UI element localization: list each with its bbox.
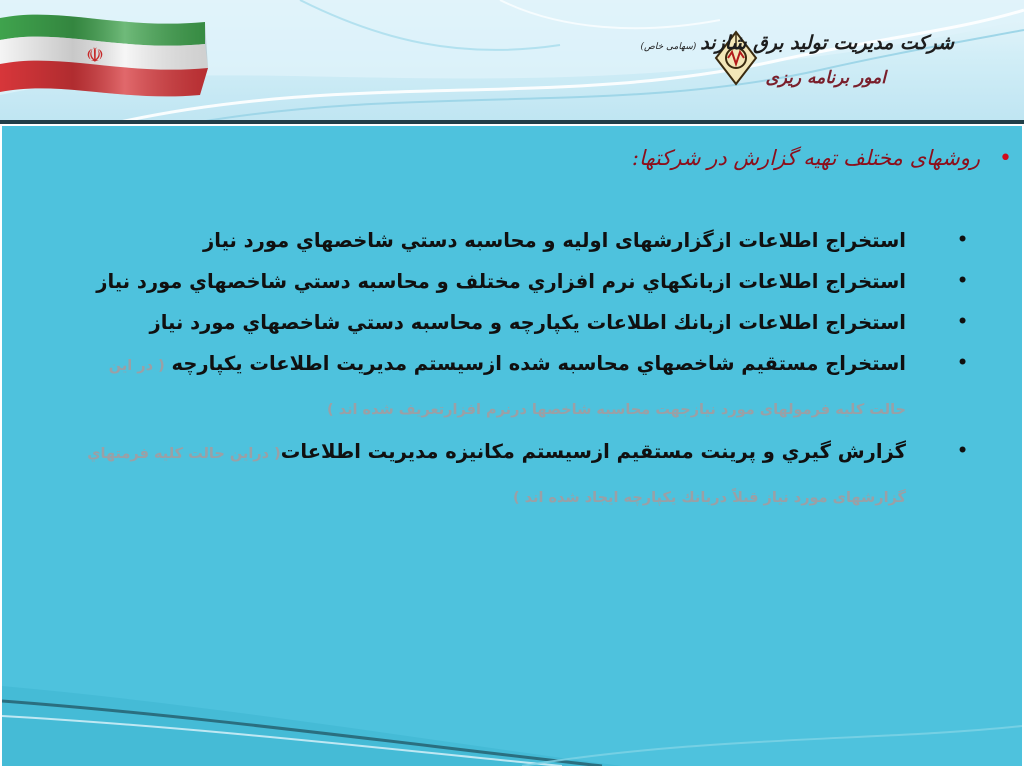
slide-content-panel <box>2 126 1022 766</box>
company-name <box>640 32 954 54</box>
list-item <box>76 302 968 343</box>
list-item-text: استخراج اطلاعات ازبانك اطلاعات يكپارچه و محاسبه دستي شاخصهاي مورد نیاز <box>149 311 906 334</box>
bullet-icon: • <box>957 230 968 250</box>
company-name-text: شرکت مدیریت تولید برق شازند <box>700 32 954 54</box>
list-item-note: ( دراین حالت کلیه فرمتهاي گزارشهای مورد نیاز قبلاً دربانك يكپارچه ایجاد شده اند ) <box>87 446 906 506</box>
bullet-icon: • <box>957 312 968 332</box>
list-item-text: استخراج مستقيم شاخصهاي محاسبه شده ازسيستم مديريت اطلاعات يكپارچه <box>164 352 906 375</box>
list-item-text: استخراج اطلاعات ازبانکهاي نرم افزاري مختلف و محاسبه دستي شاخصهاي مورد نیاز <box>96 270 906 293</box>
company-suffix: (سهامی خاص) <box>640 42 697 52</box>
bullet-icon: • <box>957 353 968 373</box>
list-item-text: گزارش گيري و پرينت مستقيم ازسيستم مكانيزه مديريت اطلاعات <box>280 440 906 463</box>
list-item-note: ( در این حالت کلیه فرمولهای مورد نیازجهت محاسبه شاخصها درنرم افزارتعریف شده اند ) <box>108 358 906 418</box>
svg-text:☫: ☫ <box>86 43 104 67</box>
slide-heading: روشهای مختلف تهیه گزارش در شرکتها: <box>631 146 980 170</box>
company-logo <box>640 30 1004 102</box>
bullet-icon: • <box>957 271 968 291</box>
list-item <box>76 343 968 431</box>
bullet-icon: • <box>957 441 968 461</box>
list-item-text: استخراج اطلاعات ازگزارشهای اولیه و محاسبه دستي شاخصهاي مورد نیاز <box>203 229 906 252</box>
heading-bullet: • <box>999 146 1012 171</box>
department-name: امور برنامه ریزی <box>765 68 886 88</box>
list-item <box>76 220 968 261</box>
footer-swoosh-decoration <box>2 646 1022 766</box>
list-item <box>76 431 968 519</box>
list-item <box>76 261 968 302</box>
slide-header <box>0 0 1024 122</box>
bullet-list <box>76 220 968 519</box>
iran-flag-icon <box>0 0 220 112</box>
